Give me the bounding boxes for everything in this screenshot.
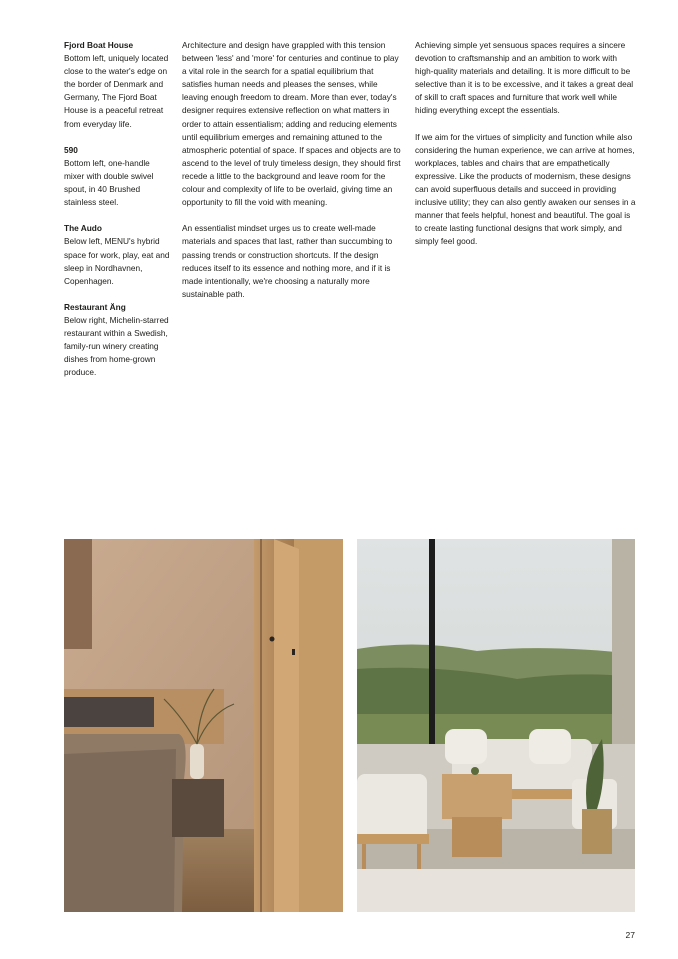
- caption-title: Restaurant Äng: [64, 301, 126, 312]
- caption-body: Bottom left, one-handle mixer with double swivel spout, in 40 Brushed stainless steel.: [64, 157, 154, 208]
- caption-body: Below left, MENU's hybrid space for work, play, eat and sleep in Nordhavnen, Copenhagen.: [64, 236, 170, 286]
- photo-restaurant-lounge: [357, 539, 635, 912]
- paragraph: An essentialist mindset urges us to create well-made materials and spaces that last, rather than succumbing to passing trends or construction shortcuts. If the design reduces itself to its essence and nothing more, and if it is made intentionally, we're choosing a naturally more sustainable path.: [182, 223, 393, 299]
- caption-fjord-boat-house: [64, 39, 172, 131]
- caption-title: 590: [64, 144, 78, 155]
- body-column-3: [415, 39, 637, 262]
- body-column-2: [182, 39, 404, 314]
- caption-title: The Audo: [64, 223, 102, 234]
- caption-restaurant-ang: [64, 301, 172, 380]
- captions-column: [64, 39, 172, 393]
- caption-590: [64, 144, 172, 209]
- photo-bedroom-interior: [64, 539, 343, 912]
- caption-the-audo: [64, 222, 172, 287]
- page-number: 27: [625, 930, 635, 940]
- caption-body: Bottom left, uniquely located close to the water's edge on the border of Denmark and Germany, The Fjord Boat House is a peaceful retreat from everyday life.: [64, 53, 169, 129]
- paragraph: Achieving simple yet sensuous spaces requires a sincere devotion to craftsmanship and an ambition to work with high-quality materials and detailing. It is more difficult to be selective than it is to be excessive, and it takes a great deal of skill to craft spaces and furniture that work well while hiding everything except the essentials.: [415, 40, 634, 116]
- caption-title: Fjord Boat House: [64, 40, 134, 50]
- paragraph: Architecture and design have grappled with this tension between 'less' and 'more' for centuries and continue to play a vital role in the search for a spatial equilibrium that satisfies human needs and pleases the senses, while leaving enough freedom to dream. More than ever, today's designer requires extensive reflection on what matters in order to attain essentialism; adding and reducing elements until equilibrium emerges and remaining attuned to the atmospheric potential of space. If spaces and objects are to ascend to the level of truly timeless design, they should first recede a little to the background and leave room for the colour and complexity of life to be overlaid, giving time an opportunity to fill the void with meaning.: [182, 40, 401, 208]
- paragraph: If we aim for the virtues of simplicity and function while also considering the human experience, we can arrive at homes, workplaces, tables and chairs that are empathetically expressive. Like the products of modernism, these designs can avoid superfluous details and succeed in providing inclusive utility; they can also gently awaken our senses in a manner that feels helpful, honest and beautiful. The goal is to create lasting functional designs that work simply, and simply feel good.: [415, 131, 636, 247]
- caption-body: Below right, Michelin-starred restaurant within a Swedish, family-run winery creating dishes from home-grown produce.: [64, 314, 169, 378]
